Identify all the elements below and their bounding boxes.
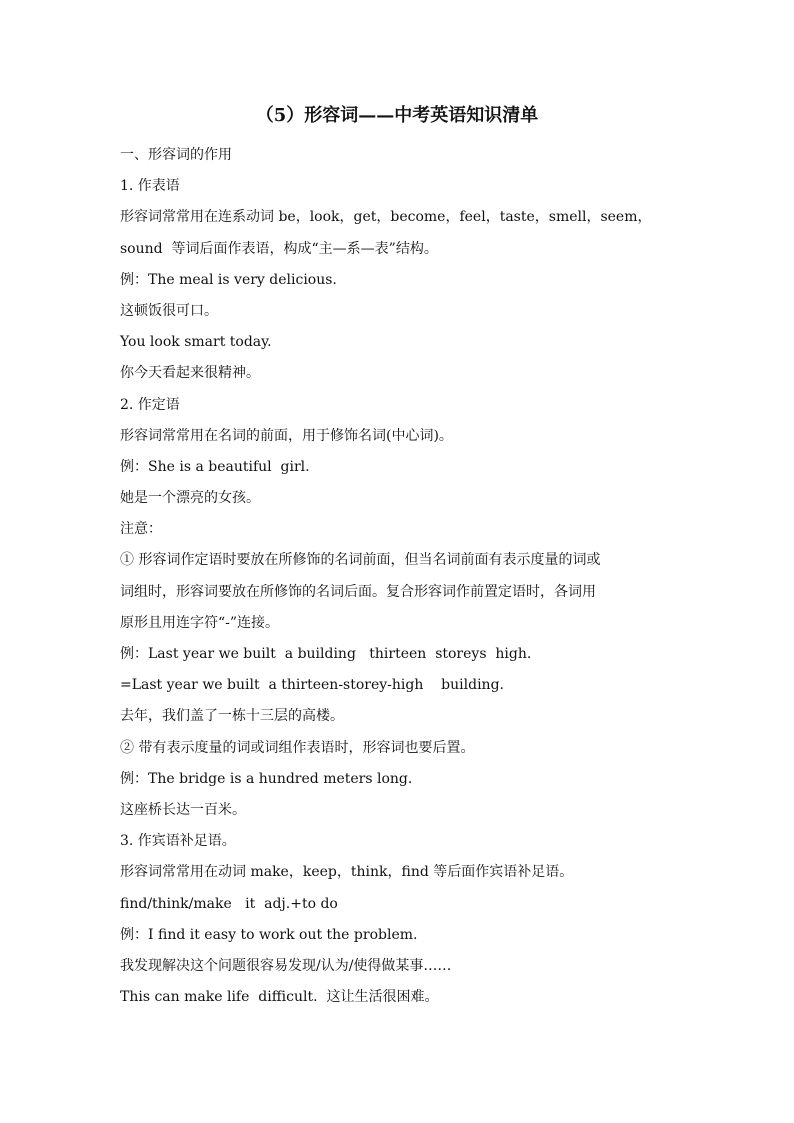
document-body xyxy=(120,140,690,1013)
example-line: =Last year we built a thirteen-storey-high building. xyxy=(120,677,504,694)
subheading: 2. 作定语 xyxy=(120,396,180,413)
translation-line: 你今天看起来很精神。 xyxy=(120,365,260,382)
translation-line: 她是一个漂亮的女孩。 xyxy=(120,490,260,507)
example-line: This can make life difficult. 这让生活很困难。 xyxy=(120,989,439,1006)
section-heading: 一、形容词的作用 xyxy=(120,147,232,163)
translation-line: 我发现解决这个问题很容易发现/认为/使得做某事…… xyxy=(120,957,452,974)
document-title: （5）形容词——中考英语知识清单 xyxy=(255,105,539,126)
example-line: You look smart today. xyxy=(120,334,272,351)
paragraph-line: 词组时，形容词要放在所修饰的名词后面。复合形容词作前置定语时，各词用 xyxy=(120,583,596,600)
example-line: 例：She is a beautiful girl. xyxy=(120,458,310,475)
paragraph-line: ② 带有表示度量的词或词组作表语时，形容词也要后置。 xyxy=(120,739,475,756)
paragraph-line: ① 形容词作定语时要放在所修饰的名词前面，但当名词前面有表示度量的词或 xyxy=(120,552,601,569)
paragraph-line: sound 等词后面作表语，构成“主—系—表”结构。 xyxy=(120,240,438,257)
translation-line: 去年，我们盖了一栋十三层的高楼。 xyxy=(120,708,344,725)
note-label: 注意： xyxy=(120,521,162,538)
paragraph-line: 形容词常常用在名词的前面，用于修饰名词(中心词)。 xyxy=(120,427,453,444)
subheading: 1. 作表语 xyxy=(120,178,180,195)
example-line: 例：The bridge is a hundred meters long. xyxy=(120,770,413,787)
example-line: 例：I find it easy to work out the problem. xyxy=(120,926,418,943)
pattern-line: find/think/make it adj.+to do xyxy=(120,895,338,912)
example-line: 例：Last year we built a building thirteen storeys high. xyxy=(120,646,532,662)
paragraph-line: 形容词常常用在连系动词 be，look，get，become，feel，taste，smell，seem， xyxy=(120,209,652,226)
translation-line: 这顿饭很可口。 xyxy=(120,302,218,319)
paragraph-line: 原形且用连字符“-”连接。 xyxy=(120,614,280,631)
translation-line: 这座桥长达一百米。 xyxy=(120,801,246,818)
subheading: 3. 作宾语补足语。 xyxy=(120,833,236,850)
example-line: 例：The meal is very delicious. xyxy=(120,271,337,288)
paragraph-line: 形容词常常用在动词 make，keep，think，find 等后面作宾语补足语。 xyxy=(120,864,574,881)
